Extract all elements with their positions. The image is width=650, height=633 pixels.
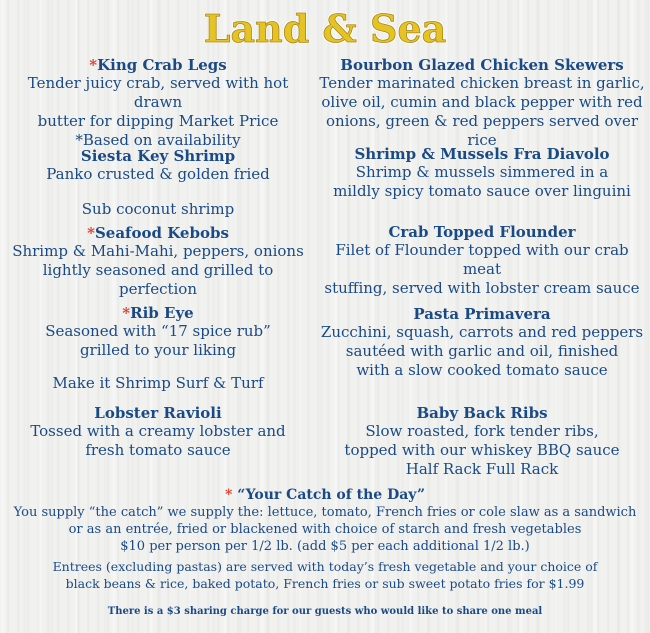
item-name-text: Rib Eye: [130, 304, 194, 322]
menu-item-pasta-primavera: [318, 305, 646, 380]
catch-price-line: $10 per person per 1/2 lb. (add $5 per each additional 1/2 lb.): [120, 539, 530, 554]
item-name: [8, 304, 308, 322]
catch-description-line: You supply “the catch” we supply the: lettuce, tomato, French fries or cole slaw as a sandwich: [13, 505, 637, 520]
item-description-line: butter for dipping Market Price: [37, 112, 279, 130]
asterisk-marker: *: [122, 304, 131, 322]
item-name: Crab Topped Flounder: [388, 223, 576, 241]
item-description-line: Seasoned with “17 spice rub”: [45, 322, 271, 340]
item-option-line: Sub coconut shrimp: [81, 200, 235, 218]
menu-item-baby-back-ribs: [318, 404, 646, 479]
footnote-text: There is a $3 sharing charge for our guests who would like to share one meal: [107, 606, 543, 617]
item-description-line: mildly spicy tomato sauce over linguini: [333, 182, 631, 200]
menu-item-lobster-ravioli: [8, 404, 308, 460]
menu-item-crab-topped-flounder: [318, 223, 646, 298]
item-name-text: Seafood Kebobs: [94, 224, 229, 242]
asterisk-marker: *: [87, 224, 95, 242]
item-description-line: Tender juicy crab, served with hot drawn: [27, 74, 289, 111]
item-description-line: Slow roasted, fork tender ribs,: [365, 422, 599, 440]
item-description-line: grilled to your liking: [79, 341, 237, 359]
menu-item-siesta-key-shrimp: [8, 147, 308, 219]
item-description-line: olive oil, cumin and black pepper with red: [321, 93, 643, 111]
item-description-line: Tossed with a creamy lobster and: [30, 422, 286, 440]
asterisk-marker: *: [89, 56, 98, 74]
item-name-text: King Crab Legs: [97, 56, 227, 74]
entrees-note-line: Entrees (excluding pastas) are served with today’s fresh vegetable and your choice of: [52, 559, 598, 574]
item-description-line: onions, green & red peppers served over rice: [325, 112, 639, 149]
item-description-line: *Based on availability: [75, 131, 241, 149]
item-description-line: with a slow cooked tomato sauce: [356, 361, 608, 379]
item-description-line: Zucchini, squash, carrots and red peppers: [320, 323, 644, 341]
entrees-note: [0, 558, 650, 592]
item-name: Siesta Key Shrimp: [80, 147, 236, 165]
sharing-charge-footnote: [0, 605, 650, 619]
menu-item-shrimp-mussels-fra-diavolo: [318, 145, 646, 201]
catch-description-line: or as an entrée, fried or blackened with choice of starch and fresh vegetables: [68, 522, 582, 537]
catch-title-text: “Your Catch of the Day”: [237, 487, 426, 503]
item-option-line: Make it Shrimp Surf & Turf: [52, 374, 264, 392]
menu-item-seafood-kebobs: [8, 224, 308, 299]
catch-of-the-day-section: [0, 486, 650, 555]
item-description-line: Panko crusted & golden fried: [46, 165, 270, 183]
item-description-line: fresh tomato sauce: [85, 441, 231, 459]
menu-item-bourbon-glazed-chicken-skewers: [318, 56, 646, 150]
item-description-line: Tender marinated chicken breast in garlic,: [319, 74, 645, 92]
item-name: Bourbon Glazed Chicken Skewers: [340, 56, 624, 74]
menu-title: Land & Sea: [203, 6, 447, 51]
item-name: Lobster Ravioli: [94, 404, 222, 422]
item-description-line: Filet of Flounder topped with our crab meat: [335, 241, 629, 278]
item-description-line: stuffing, served with lobster cream sauce: [324, 279, 640, 297]
asterisk-marker: *: [224, 487, 233, 503]
item-description-line: Shrimp & Mahi-Mahi, peppers, onions: [12, 242, 304, 260]
menu-item-rib-eye: [8, 304, 308, 393]
item-name: Shrimp & Mussels Fra Diavolo: [354, 145, 610, 163]
item-name: Baby Back Ribs: [416, 404, 548, 422]
entrees-note-line: black beans & rice, baked potato, French fries or sub sweet potato fries for $1.99: [65, 576, 585, 591]
item-price-options: Half Rack Full Rack: [405, 460, 559, 478]
item-name: [8, 56, 308, 74]
item-description-line: Shrimp & mussels simmered in a: [355, 163, 609, 181]
catch-title: [0, 486, 650, 504]
menu-item-king-crab-legs: [8, 56, 308, 150]
item-name: [8, 224, 308, 242]
item-description-line: sautéed with garlic and oil, finished: [345, 342, 619, 360]
item-name: Pasta Primavera: [413, 305, 551, 323]
item-description-line: topped with our whiskey BBQ sauce: [344, 441, 620, 459]
item-description-line: lightly seasoned and grilled to perfection: [42, 261, 274, 298]
